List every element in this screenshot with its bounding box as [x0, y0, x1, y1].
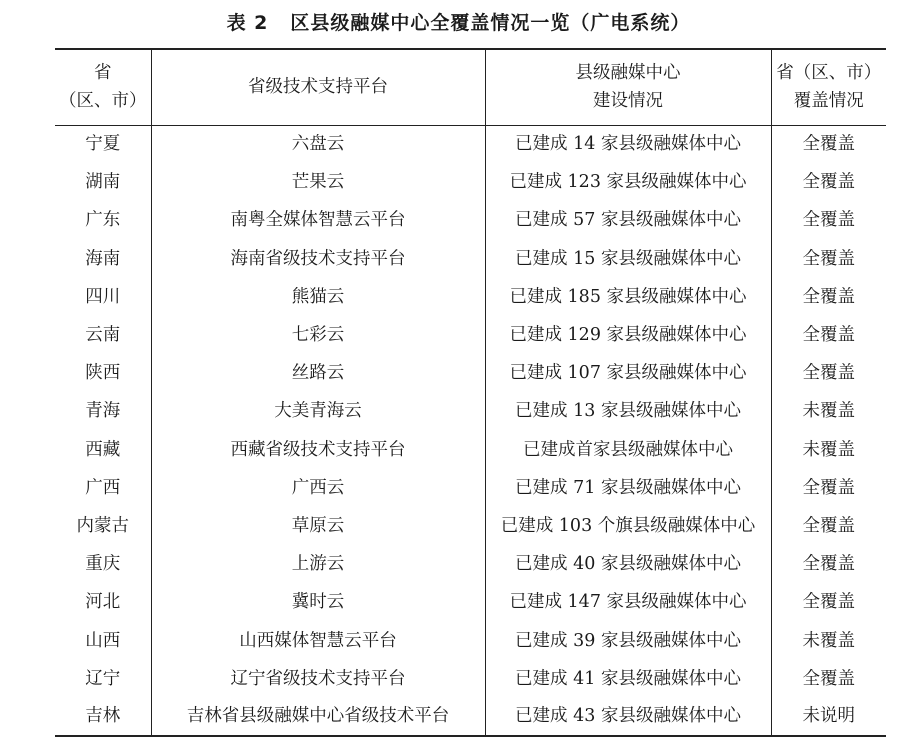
construction-cell: 已建成 15 家县级融媒体中心 — [485, 240, 771, 278]
coverage-cell: 全覆盖 — [771, 545, 886, 583]
construction-cell: 已建成 41 家县级融媒体中心 — [485, 660, 771, 698]
province-cell: 山西 — [85, 630, 121, 651]
province-cell: 宁夏 — [85, 134, 121, 155]
platform-cell: 吉林省县级融媒中心省级技术平台 — [151, 698, 485, 736]
construction-cell: 已建成 14 家县级融媒体中心 — [485, 125, 771, 163]
header-coverage-line2: 覆盖情况 — [793, 91, 864, 112]
table-row — [55, 240, 886, 278]
platform-cell: 西藏省级技术支持平台 — [151, 431, 485, 469]
header-construction-line2: 建设情况 — [593, 91, 663, 112]
coverage-cell: 未覆盖 — [771, 621, 886, 659]
coverage-cell: 未覆盖 — [771, 431, 886, 469]
construction-cell: 已建成 43 家县级融媒体中心 — [485, 698, 771, 736]
coverage-cell: 全覆盖 — [771, 201, 886, 239]
table-title-text: 区县级融媒中心全覆盖情况一览（广电系统） — [290, 12, 691, 34]
construction-cell: 已建成 185 家县级融媒体中心 — [485, 278, 771, 316]
coverage-cell: 全覆盖 — [771, 660, 886, 698]
province-cell: 广东 — [85, 210, 121, 231]
platform-cell: 熊猫云 — [151, 278, 485, 316]
construction-cell: 已建成 123 家县级融媒体中心 — [485, 163, 771, 201]
table-row — [55, 660, 886, 698]
table-row — [55, 431, 886, 469]
table-row — [55, 469, 886, 507]
table-row — [55, 354, 886, 392]
coverage-cell: 全覆盖 — [771, 507, 886, 545]
province-cell: 河北 — [85, 592, 121, 613]
table-row — [55, 698, 886, 736]
construction-cell: 已建成 147 家县级融媒体中心 — [485, 583, 771, 621]
coverage-cell: 全覆盖 — [771, 163, 886, 201]
coverage-cell: 全覆盖 — [771, 278, 886, 316]
platform-cell: 丝路云 — [151, 354, 485, 392]
header-row — [55, 49, 886, 125]
construction-cell: 已建成 57 家县级融媒体中心 — [485, 201, 771, 239]
platform-cell: 芒果云 — [151, 163, 485, 201]
platform-cell: 海南省级技术支持平台 — [151, 240, 485, 278]
province-cell: 辽宁 — [85, 668, 121, 689]
coverage-cell: 全覆盖 — [771, 240, 886, 278]
coverage-cell: 未覆盖 — [771, 392, 886, 430]
table-title — [0, 8, 917, 38]
province-cell: 青海 — [85, 401, 121, 422]
header-platform-line1: 省级技术支持平台 — [248, 77, 388, 98]
platform-cell: 大美青海云 — [151, 392, 485, 430]
header-platform — [151, 49, 485, 125]
table-row — [55, 507, 886, 545]
province-cell: 四川 — [85, 286, 121, 307]
header-province-line1: 省 — [94, 63, 112, 84]
table-body — [55, 125, 886, 736]
province-cell: 海南 — [85, 248, 121, 269]
table-row — [55, 583, 886, 621]
coverage-cell: 全覆盖 — [771, 469, 886, 507]
header-coverage-line1: 省（区、市） — [776, 63, 882, 84]
header-province — [55, 49, 151, 125]
table-row — [55, 278, 886, 316]
province-cell: 吉林 — [55, 698, 151, 736]
table-number: 表 2 — [226, 12, 269, 34]
table-row — [55, 621, 886, 659]
construction-cell: 已建成 13 家县级融媒体中心 — [485, 392, 771, 430]
table-row — [55, 392, 886, 430]
platform-cell: 六盘云 — [151, 125, 485, 163]
coverage-cell: 全覆盖 — [771, 583, 886, 621]
coverage-cell: 全覆盖 — [771, 354, 886, 392]
construction-cell: 已建成 71 家县级融媒体中心 — [485, 469, 771, 507]
coverage-cell: 全覆盖 — [771, 125, 886, 163]
province-cell: 重庆 — [85, 554, 121, 575]
construction-cell: 已建成 107 家县级融媒体中心 — [485, 354, 771, 392]
construction-cell: 已建成 39 家县级融媒体中心 — [485, 621, 771, 659]
table-row — [55, 201, 886, 239]
table-row — [55, 163, 886, 201]
table-row — [55, 316, 886, 354]
coverage-cell: 未说明 — [771, 698, 886, 736]
header-coverage — [771, 49, 886, 125]
province-cell: 西藏 — [85, 439, 121, 460]
header-construction-line1: 县级融媒中心 — [575, 63, 681, 84]
table-row — [55, 545, 886, 583]
construction-cell: 已建成首家县级融媒体中心 — [485, 431, 771, 469]
platform-cell: 南粤全媒体智慧云平台 — [151, 201, 485, 239]
header-construction — [485, 49, 771, 125]
construction-cell: 已建成 129 家县级融媒体中心 — [485, 316, 771, 354]
province-cell: 广西 — [85, 477, 121, 498]
platform-cell: 辽宁省级技术支持平台 — [151, 660, 485, 698]
coverage-cell: 全覆盖 — [771, 316, 886, 354]
platform-cell: 广西云 — [151, 469, 485, 507]
platform-cell: 草原云 — [151, 507, 485, 545]
construction-cell: 已建成 103 个旗县级融媒体中心 — [485, 507, 771, 545]
construction-cell: 已建成 40 家县级融媒体中心 — [485, 545, 771, 583]
province-cell: 云南 — [85, 325, 121, 346]
province-cell: 内蒙古 — [76, 515, 129, 536]
platform-cell: 冀时云 — [151, 583, 485, 621]
platform-cell: 山西媒体智慧云平台 — [151, 621, 485, 659]
province-cell: 陕西 — [85, 363, 121, 384]
province-cell: 湖南 — [85, 172, 121, 193]
platform-cell: 上游云 — [151, 545, 485, 583]
coverage-table — [55, 48, 886, 737]
header-province-line2: （区、市） — [59, 91, 147, 112]
table-row — [55, 125, 886, 163]
platform-cell: 七彩云 — [151, 316, 485, 354]
